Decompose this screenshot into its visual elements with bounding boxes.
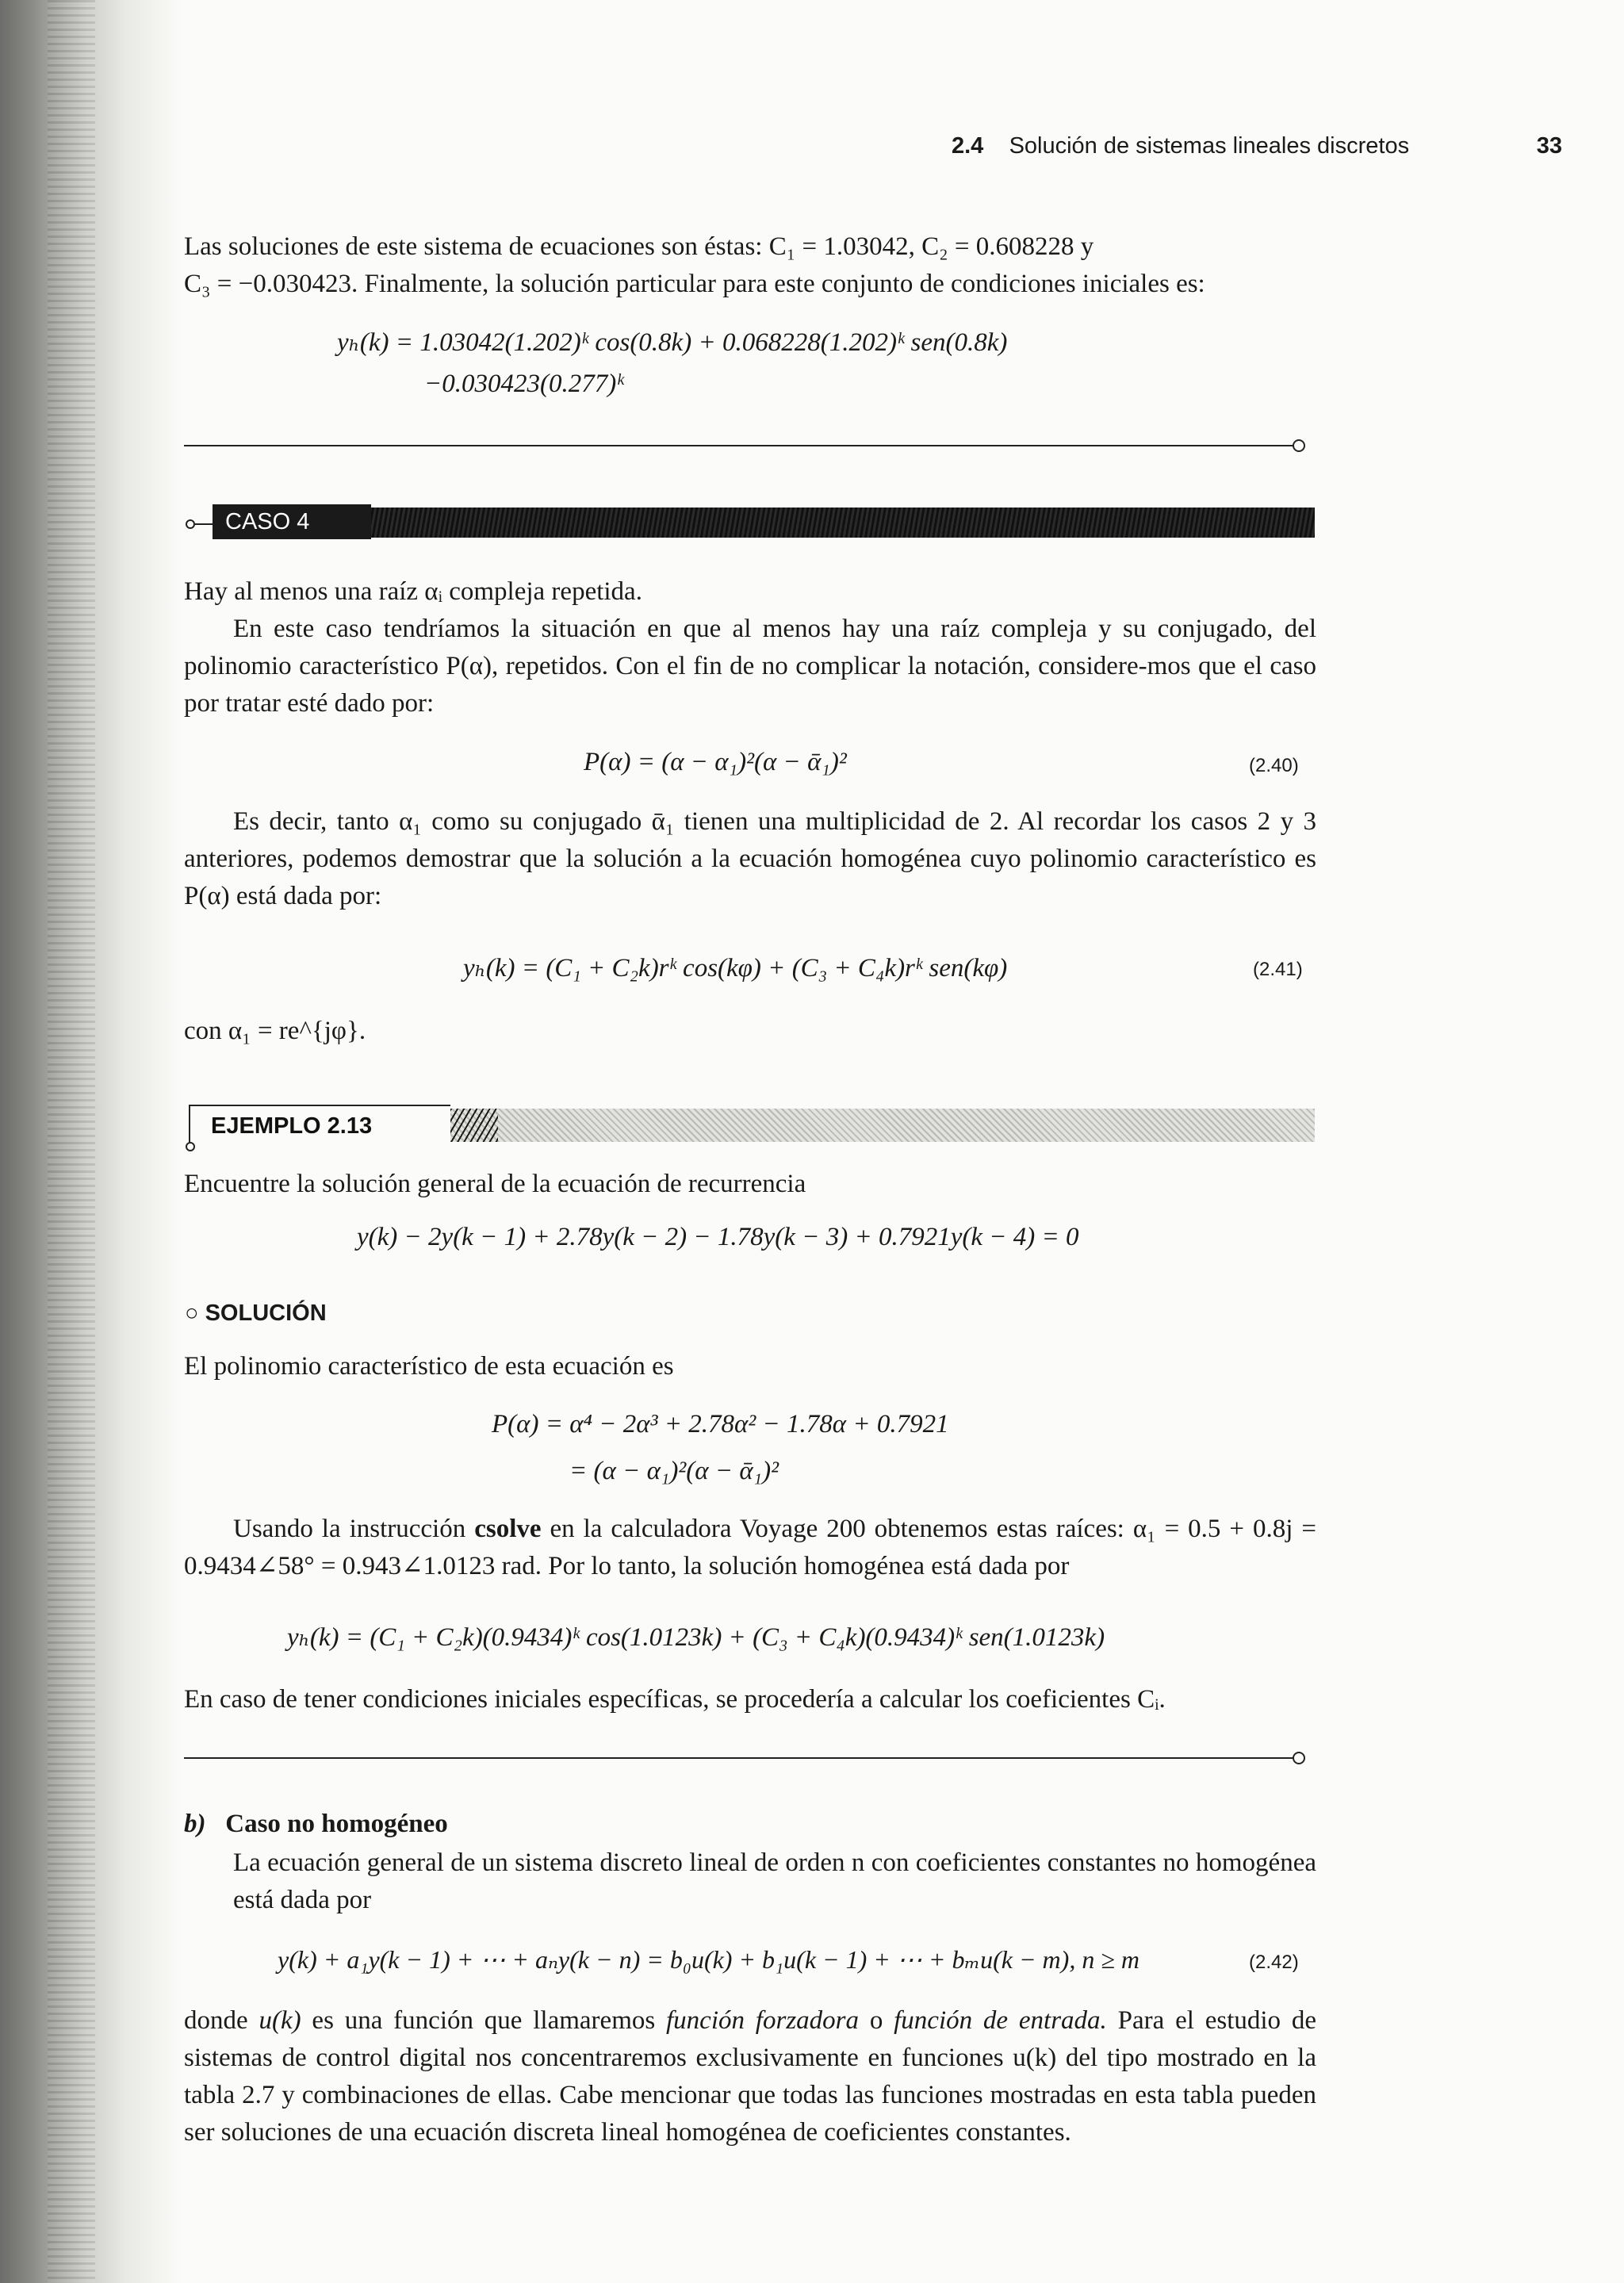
section-title: Solución de sistemas lineales discretos <box>1009 133 1410 159</box>
p2-uk: u(k) <box>259 2006 301 2035</box>
solucion-intro: El polinomio característico de esta ecuación es <box>184 1352 674 1381</box>
equation-2-41: yₕ(k) = (C₁ + C₂k)rᵏ cos(kφ) + (C₃ + C₄k)rᵏ sen(kφ) <box>463 954 1008 983</box>
caso4-start-circle <box>186 519 195 529</box>
p2-italic-entrada: función de entrada. <box>894 2006 1107 2035</box>
recurrence-equation: y(k) − 2y(k − 1) + 2.78y(k − 2) − 1.78y(k − 3) + 0.7921y(k − 4) = 0 <box>357 1223 1079 1251</box>
divider-end-circle <box>1293 439 1305 452</box>
section-b-heading <box>184 1806 448 1843</box>
particular-solution-eq-line1: yₕ(k) = 1.03042(1.202)ᵏ cos(0.8k) + 0.068228(1.202)ᵏ sen(0.8k) <box>337 328 1008 357</box>
caso4-label: CASO 4 <box>225 508 310 534</box>
ejemplo-prompt: Encuentre la solución general de la ecuación de recurrencia <box>184 1170 806 1198</box>
csolve-pre: Usando la instrucción <box>233 1515 475 1543</box>
caso4-connector <box>195 523 213 525</box>
page-number: 33 <box>1536 133 1562 159</box>
p2-a: donde <box>184 2006 259 2035</box>
section-b-label: b) <box>184 1810 206 1838</box>
binding-texture <box>48 0 95 2283</box>
caso4-paragraph-1: Hay al menos una raíz αᵢ compleja repetida. <box>184 577 642 606</box>
caso4-alpha-def: con α₁ = re^{jφ}. <box>184 1017 366 1045</box>
solucion-heading <box>185 1300 327 1327</box>
ejemplo-hatch <box>450 1109 498 1142</box>
equation-number-2-42: (2.42) <box>1249 1952 1299 1973</box>
section-b-paragraph-1: La ecuación general de un sistema discreto lineal de orden n con coeficientes constantes no homogénea está dada por <box>233 1848 1316 1914</box>
intro-line-1: Las soluciones de este sistema de ecuaciones son éstas: C₁ = 1.03042, C₂ = 0.608228 y <box>184 232 1094 261</box>
equation-2-40: P(α) = (α − α₁)²(α − ᾱ₁)² <box>584 748 847 776</box>
solucion-label: SOLUCIÓN <box>205 1300 327 1326</box>
char-poly-line2: = (α − α₁)²(α − ᾱ₁)² <box>569 1457 779 1485</box>
caso4-label-box <box>213 504 371 539</box>
char-poly-line1: P(α) = α⁴ − 2α³ + 2.78α² − 1.78α + 0.7921 <box>492 1410 949 1438</box>
intro-paragraph <box>184 228 1316 303</box>
ejemplo-start-circle <box>186 1142 195 1151</box>
section-number: 2.4 <box>952 133 984 159</box>
coefficients-note: En caso de tener condiciones iniciales específicas, se procedería a calcular los coeficientes Cᵢ. <box>184 1685 1166 1714</box>
running-header <box>952 133 1562 159</box>
p2-d: Para el estudio de sistemas de control digital nos concentraremos exclusivamente en funciones u(k) del tipo mostrado en la tabla 2.7 y combinaciones de ellas. Cabe mencionar que todas las funciones mostradas en esta tabla pueden ser soluciones de una ecuación discreta lineal homogénea de coeficientes constantes. <box>184 2006 1316 2147</box>
ejemplo-end-circle <box>1293 1752 1305 1764</box>
ejemplo-label-box <box>198 1110 450 1142</box>
ejemplo-banner-bar <box>450 1109 1315 1142</box>
ejemplo-top-line <box>189 1105 450 1106</box>
caso4-paragraph-2: En este caso tendríamos la situación en que al menos hay una raíz compleja y su conjugado, del polinomio característico P(α), repetidos. Con el fin de no complicar la notación, considere-mos que el caso por tratar esté dado por: <box>184 615 1316 718</box>
solucion-bullet-icon: ○ <box>185 1300 199 1326</box>
intro-line-2: C₃ = −0.030423. Finalmente, la solución particular para este conjunto de condiciones iniciales es: <box>184 270 1205 298</box>
p2-c: o <box>859 2006 894 2035</box>
caso4-banner-bar <box>213 508 1315 538</box>
section-b-paragraph-2 <box>184 2002 1316 2151</box>
ejemplo-left-bracket <box>189 1105 190 1143</box>
homogeneous-solution-eq: yₕ(k) = (C₁ + C₂k)(0.9434)ᵏ cos(1.0123k) + (C₃ + C₄k)(0.9434)ᵏ sen(1.0123k) <box>287 1623 1105 1652</box>
equation-number-2-41: (2.41) <box>1253 959 1303 980</box>
p2-b: es una función que llamaremos <box>301 2006 667 2035</box>
equation-number-2-40: (2.40) <box>1249 755 1299 776</box>
csolve-post: en la calculadora Voyage 200 obtenemos estas raíces: α₁ = 0.5 + 0.8j = 0.9434∠58° = 0.943∠1.0123 rad. Por lo tanto, la solución homogénea está dada por <box>184 1515 1316 1580</box>
section-b-title: Caso no homogéneo <box>225 1810 448 1838</box>
p2-italic-forzadora: función forzadora <box>666 2006 860 2035</box>
caso4-paragraph-3: Es decir, tanto α₁ como su conjugado ᾱ₁ tienen una multiplicidad de 2. Al recordar los casos 2 y 3 anteriores, podemos demostrar que la solución a la ecuación homogénea cuyo polinomio característico es P(α) está dada por: <box>184 807 1316 910</box>
csolve-paragraph <box>184 1511 1316 1585</box>
ejemplo-label: EJEMPLO 2.13 <box>211 1113 373 1139</box>
csolve-command: csolve <box>474 1515 542 1543</box>
equation-2-42: y(k) + a₁y(k − 1) + ⋯ + aₙy(k − n) = b₀u(k) + b₁u(k − 1) + ⋯ + bₘu(k − m), n ≥ m <box>278 1945 1139 1974</box>
divider-rule <box>184 445 1294 446</box>
ejemplo-end-rule <box>184 1757 1294 1759</box>
particular-solution-eq-line2: −0.030423(0.277)ᵏ <box>424 370 624 398</box>
